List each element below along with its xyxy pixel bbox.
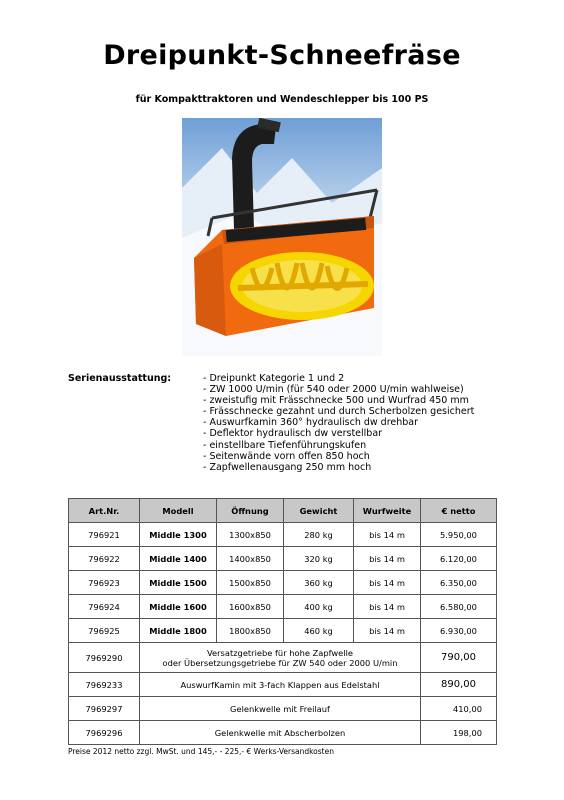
cell-art-nr: 796924 xyxy=(69,595,140,619)
cell-weight: 360 kg xyxy=(284,571,354,595)
page-subtitle: für Kompakttraktoren und Wendeschlepper bis 100 PS xyxy=(135,94,429,105)
column-header-modell: Modell xyxy=(140,499,217,523)
cell-model: Middle 1400 xyxy=(140,547,217,571)
accessory-row xyxy=(69,643,497,673)
cell-weight: 280 kg xyxy=(284,523,354,547)
cell-art-nr: 7969233 xyxy=(69,673,140,697)
cell-model: Middle 1600 xyxy=(140,595,217,619)
cell-model: Middle 1300 xyxy=(140,523,217,547)
table-row xyxy=(69,619,497,643)
page-title: Dreipunkt-Schneefräse xyxy=(103,40,461,71)
cell-art-nr: 796923 xyxy=(69,571,140,595)
cell-price: 890,00 xyxy=(421,673,497,697)
column-header-wurfweite: Wurfweite xyxy=(354,499,421,523)
table-row xyxy=(69,595,497,619)
column-header-oeffnung: Öffnung xyxy=(217,499,284,523)
cell-throw: bis 14 m xyxy=(354,595,421,619)
spec-item: - Frässchnecke gezahnt und durch Scherbolzen gesichert xyxy=(203,406,475,418)
cell-art-nr: 7969290 xyxy=(69,643,140,673)
cell-art-nr: 796921 xyxy=(69,523,140,547)
price-table xyxy=(68,498,497,745)
cell-model: Middle 1500 xyxy=(140,571,217,595)
table-row xyxy=(69,571,497,595)
column-header-price: € netto xyxy=(421,499,497,523)
table-row xyxy=(69,547,497,571)
accessory-row xyxy=(69,697,497,721)
cell-price: 198,00 xyxy=(421,721,497,745)
description-line: Versatzgetriebe für hohe Zapfwelle xyxy=(207,647,353,658)
cell-weight: 400 kg xyxy=(284,595,354,619)
cell-description xyxy=(140,643,421,673)
cell-art-nr: 796925 xyxy=(69,619,140,643)
cell-opening: 1600x850 xyxy=(217,595,284,619)
cell-opening: 1400x850 xyxy=(217,547,284,571)
price-footnote: Preise 2012 netto zzgl. MwSt. und 145,- - 225,- € Werks-Versandkosten xyxy=(68,747,334,756)
cell-price: 5.950,00 xyxy=(421,523,497,547)
table-header-row xyxy=(69,499,497,523)
cell-art-nr: 7969297 xyxy=(69,697,140,721)
cell-throw: bis 14 m xyxy=(354,547,421,571)
spec-item: - Seitenwände vorn offen 850 hoch xyxy=(203,450,370,462)
cell-opening: 1300x850 xyxy=(217,523,284,547)
spec-item: - Deflektor hydraulisch dw verstellbar xyxy=(203,428,383,440)
description-line: oder Übersetzungsgetriebe für ZW 540 oder 2000 U/min xyxy=(162,657,398,668)
cell-opening: 1800x850 xyxy=(217,619,284,643)
spec-item: - ZW 1000 U/min (für 540 oder 2000 U/min wahlweise) xyxy=(203,384,464,396)
accessory-row xyxy=(69,721,497,745)
column-header-art-nr: Art.Nr. xyxy=(69,499,140,523)
spec-item: - zweistufig mit Frässchnecke 500 und Wurfrad 450 mm xyxy=(203,395,469,407)
snow-blower-photo xyxy=(182,118,382,356)
cell-throw: bis 14 m xyxy=(354,523,421,547)
cell-throw: bis 14 m xyxy=(354,619,421,643)
spec-item: - Auswurfkamin 360° hydraulisch dw drehbar xyxy=(203,417,419,429)
cell-model: Middle 1800 xyxy=(140,619,217,643)
cell-price: 6.120,00 xyxy=(421,547,497,571)
cell-description: Gelenkwelle mit Freilauf xyxy=(140,697,421,721)
cell-weight: 320 kg xyxy=(284,547,354,571)
cell-weight: 460 kg xyxy=(284,619,354,643)
cell-price: 410,00 xyxy=(421,697,497,721)
column-header-gewicht: Gewicht xyxy=(284,499,354,523)
cell-price: 790,00 xyxy=(421,643,497,673)
cell-throw: bis 14 m xyxy=(354,571,421,595)
spec-item: - Dreipunkt Kategorie 1 und 2 xyxy=(203,373,345,384)
cell-price: 6.580,00 xyxy=(421,595,497,619)
table-row xyxy=(69,523,497,547)
specs-label: Serienausstattung: xyxy=(68,373,172,384)
cell-opening: 1500x850 xyxy=(217,571,284,595)
accessory-row xyxy=(69,673,497,697)
cell-description: Gelenkwelle mit Abscherbolzen xyxy=(140,721,421,745)
cell-price: 6.350,00 xyxy=(421,571,497,595)
cell-art-nr: 7969296 xyxy=(69,721,140,745)
spec-item: - einstellbare Tiefenführungskufen xyxy=(203,439,367,451)
cell-price: 6.930,00 xyxy=(421,619,497,643)
cell-description: AuswurfKamin mit 3-fach Klappen aus Edelstahl xyxy=(140,673,421,697)
specs-list xyxy=(203,373,474,473)
cell-art-nr: 796922 xyxy=(69,547,140,571)
spec-item: - Zapfwellenausgang 250 mm hoch xyxy=(203,461,372,473)
